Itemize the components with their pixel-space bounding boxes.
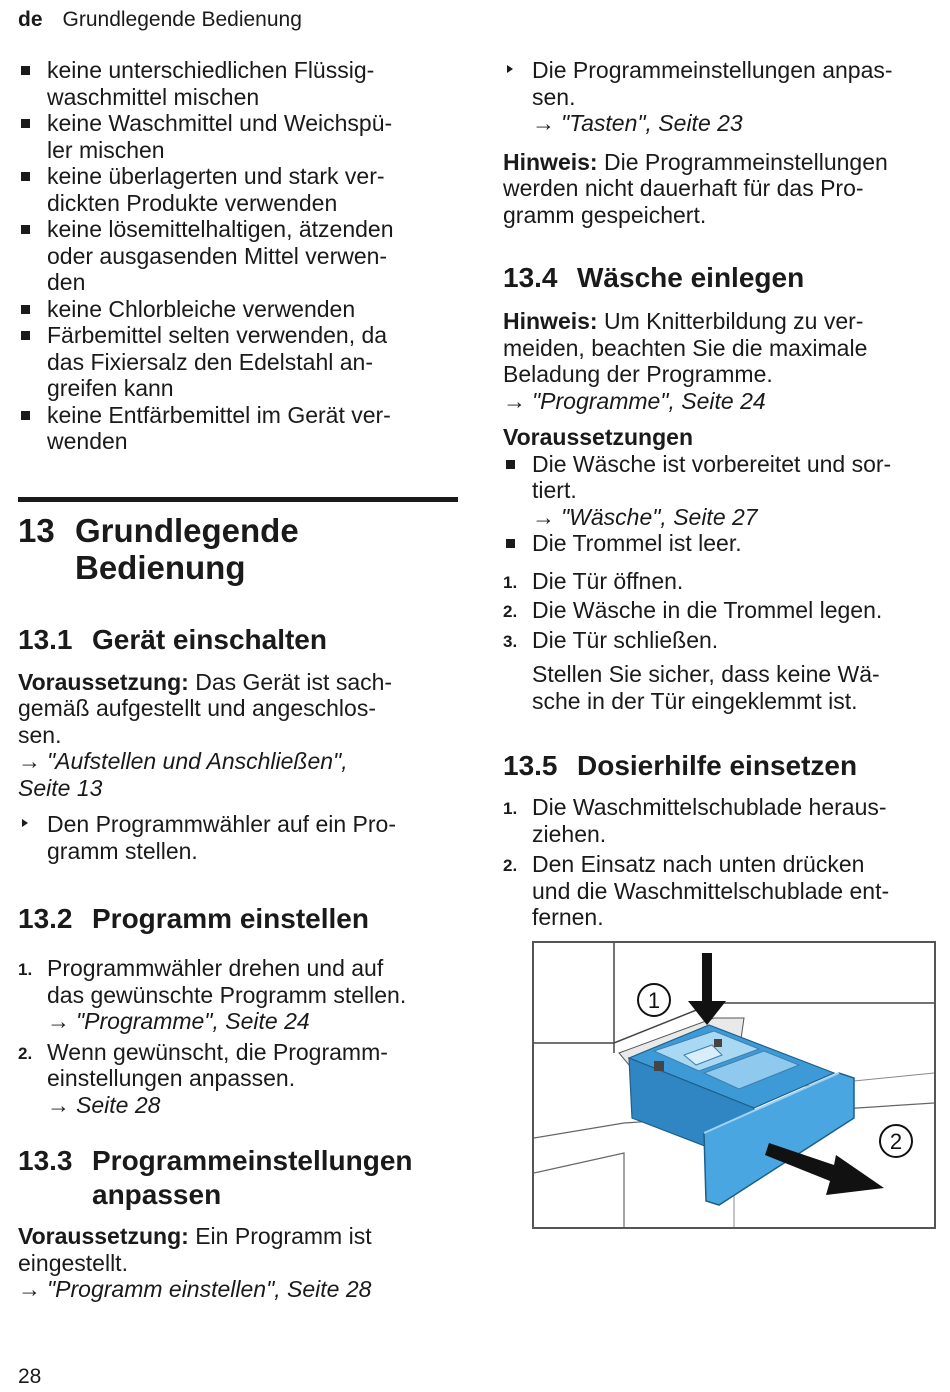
- section-heading-13-2: 13.2 Programm einstellen: [18, 903, 369, 934]
- list-item: 1. Die Waschmittelschublade heraus- ziehen.: [503, 794, 887, 847]
- list-item: 1. Die Tür öffnen.: [503, 567, 684, 594]
- list-item: keine Chlorbleiche verwenden: [18, 296, 458, 323]
- action-step: Die Programmeinstellungen anpas- sen. → "Tasten", Seite 23: [503, 57, 943, 137]
- cross-reference[interactable]: → "Programm einstellen", Seite 28: [18, 1276, 372, 1302]
- figure-label-2: 2: [889, 1128, 903, 1154]
- cross-reference[interactable]: → Seite 28: [47, 1091, 161, 1118]
- list-item: 2. Wenn gewünscht, die Programm- einstellungen anpassen. → Seite 28: [18, 1038, 388, 1118]
- list-item: Färbemittel selten verwenden, da das Fixiersalz den Edelstahl an- greifen kann: [18, 322, 458, 402]
- chapter-rule: [18, 497, 458, 502]
- list-item: keine lösemittelhaltigen, ätzenden oder ausgasenden Mittel verwen- den: [18, 216, 458, 296]
- right-column: [503, 57, 943, 1229]
- note-text: Hinweis: Die Programmeinstellungen werden nicht dauerhaft für das Pro- gramm gespeichert.: [503, 148, 888, 228]
- list-item: 2. Die Wäsche in die Trommel legen.: [503, 597, 883, 623]
- requirement-text: Voraussetzung: Das Gerät ist sach- gemäß aufgestellt und angeschlos- sen.: [18, 668, 393, 748]
- figure-label-1: 1: [647, 987, 661, 1013]
- running-header: [18, 8, 302, 32]
- left-column: [18, 57, 458, 1303]
- section-heading-13-1: 13.1 Gerät einschalten: [18, 623, 327, 655]
- requirement-text: Voraussetzung: Ein Programm ist eingestellt.: [18, 1223, 372, 1276]
- requirements-heading: Voraussetzungen: [503, 424, 693, 450]
- list-item: keine überlagerten und stark ver- dickten Produkte verwenden: [18, 163, 458, 216]
- list-item: Die Wäsche ist vorbereitet und sor- tiert. → "Wäsche", Seite 27: [503, 451, 943, 531]
- section-heading-13-5: 13.5 Dosierhilfe einsetzen: [503, 750, 858, 781]
- drawer-illustration: [532, 941, 936, 1229]
- list-item: 2. Den Einsatz nach unten drücken und die Waschmittelschublade ent- fernen.: [503, 851, 890, 930]
- list-item: Die Trommel ist leer.: [503, 530, 943, 557]
- page-number: 28: [18, 1365, 42, 1388]
- header-title: Grundlegende Bedienung: [62, 8, 302, 31]
- list-item: keine Waschmittel und Weichspü- ler mischen: [18, 110, 458, 163]
- cross-reference[interactable]: → "Programme", Seite 24: [47, 1008, 310, 1034]
- chapter-heading: 13 Grundlegende Bedienung: [18, 511, 299, 586]
- list-item: keine Entfärbemittel im Gerät ver- wenden: [18, 402, 458, 455]
- cross-reference[interactable]: → "Tasten", Seite 23: [532, 110, 743, 136]
- cross-reference[interactable]: → "Aufstellen und Anschließen", Seite 13: [18, 748, 348, 801]
- list-item: 1. Programmwähler drehen und auf das gewünschte Programm stellen. → "Programme", Seite 24: [18, 955, 407, 1034]
- action-step: Den Programmwähler auf ein Pro- gramm stellen.: [18, 811, 458, 864]
- section-heading-13-3: 13.3 Programmeinstellungen anpassen: [18, 1145, 413, 1210]
- step-result-text: Stellen Sie sicher, dass keine Wä- sche in der Tür eingeklemmt ist.: [532, 661, 880, 714]
- cross-reference[interactable]: → "Programme", Seite 24: [503, 387, 766, 414]
- language-code: de: [18, 8, 43, 31]
- list-item: keine unterschiedlichen Flüssig- waschmittel mischen: [18, 57, 458, 110]
- list-item: 3. Die Tür schließen.: [503, 626, 719, 653]
- cross-reference[interactable]: → "Wäsche", Seite 27: [532, 503, 758, 530]
- section-heading-13-4: 13.4 Wäsche einlegen: [503, 262, 805, 293]
- note-text: Hinweis: Um Knitterbildung zu ver- meiden, beachten Sie die maximale Beladung der Programme. → "Programme", Seite 24: [503, 308, 868, 414]
